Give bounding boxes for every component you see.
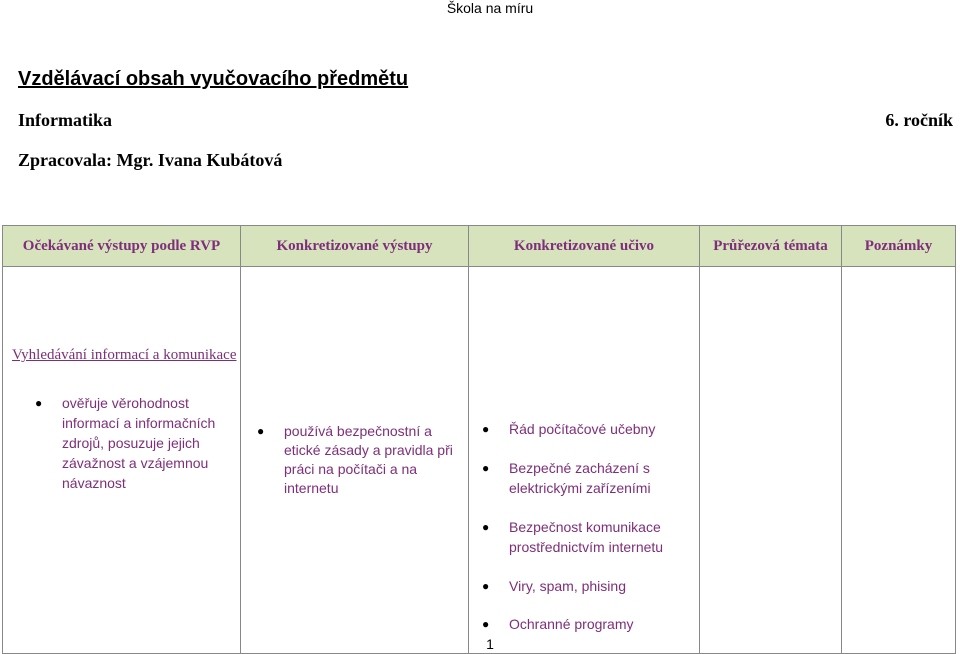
cell-concrete-content <box>469 267 700 654</box>
table-row <box>3 267 956 654</box>
header-concrete-outcomes: Konkretizované výstupy <box>241 226 469 267</box>
list-item <box>35 393 240 493</box>
header-cross-curricular-topics: Průřezová témata <box>700 226 842 267</box>
table-header-row <box>3 226 956 267</box>
grade-label: 6. ročník <box>885 110 953 130</box>
thematic-area-title: Vyhledávání informací a komunikace <box>12 347 237 363</box>
list-item <box>482 517 699 557</box>
list-item-text: Bezpečnost komunikace prostřednictvím internetu <box>509 519 664 555</box>
list-item <box>482 419 699 439</box>
cell-notes <box>842 267 956 654</box>
list-item <box>482 576 699 596</box>
bullet-dot-icon: ● <box>482 617 490 631</box>
cell-concrete-outcomes <box>241 267 469 654</box>
list-item-text: Ochranné programy <box>509 616 634 632</box>
concrete-content-list <box>469 267 699 634</box>
list-item-text: používá bezpečnostní a etické zásady a pravidla při práci na počítači a na internetu <box>284 423 453 496</box>
list-item-text: Viry, spam, phising <box>509 578 626 594</box>
bullet-dot-icon: ● <box>35 396 43 410</box>
list-item-text: Řád počítačové učebny <box>509 421 656 437</box>
header-expected-outcomes: Očekávané výstupy podle RVP <box>3 226 241 267</box>
expected-outcomes-list <box>3 366 240 493</box>
concrete-outcomes-list <box>241 267 468 498</box>
list-item <box>482 614 699 634</box>
curriculum-table <box>2 225 956 654</box>
cell-expected-outcomes <box>3 267 241 654</box>
list-item <box>257 422 468 498</box>
author-line: Zpracovala: Mgr. Ivana Kubátová <box>18 150 283 170</box>
list-item-text: ověřuje věrohodnost informací a informačních zdrojů, posuzuje jejich závažnost a vzájemnou návaznost <box>62 395 216 491</box>
bullet-dot-icon: ● <box>482 520 490 534</box>
cell-cross-curricular-topics <box>700 267 842 654</box>
bullet-dot-icon: ● <box>257 424 265 438</box>
page-number: 1 <box>486 636 494 652</box>
list-item-text: Bezpečné zacházení s elektrickými zařízeními <box>509 460 651 496</box>
header-notes: Poznámky <box>842 226 956 267</box>
list-item <box>482 458 699 498</box>
subject-name: Informatika <box>18 110 112 130</box>
page-header: Škola na míru <box>446 0 534 16</box>
bullet-dot-icon: ● <box>482 422 490 436</box>
bullet-dot-icon: ● <box>482 461 490 475</box>
document-title: Vzdělávací obsah vyučovacího předmětu <box>18 68 409 90</box>
header-concrete-content: Konkretizované učivo <box>469 226 700 267</box>
bullet-dot-icon: ● <box>482 579 490 593</box>
